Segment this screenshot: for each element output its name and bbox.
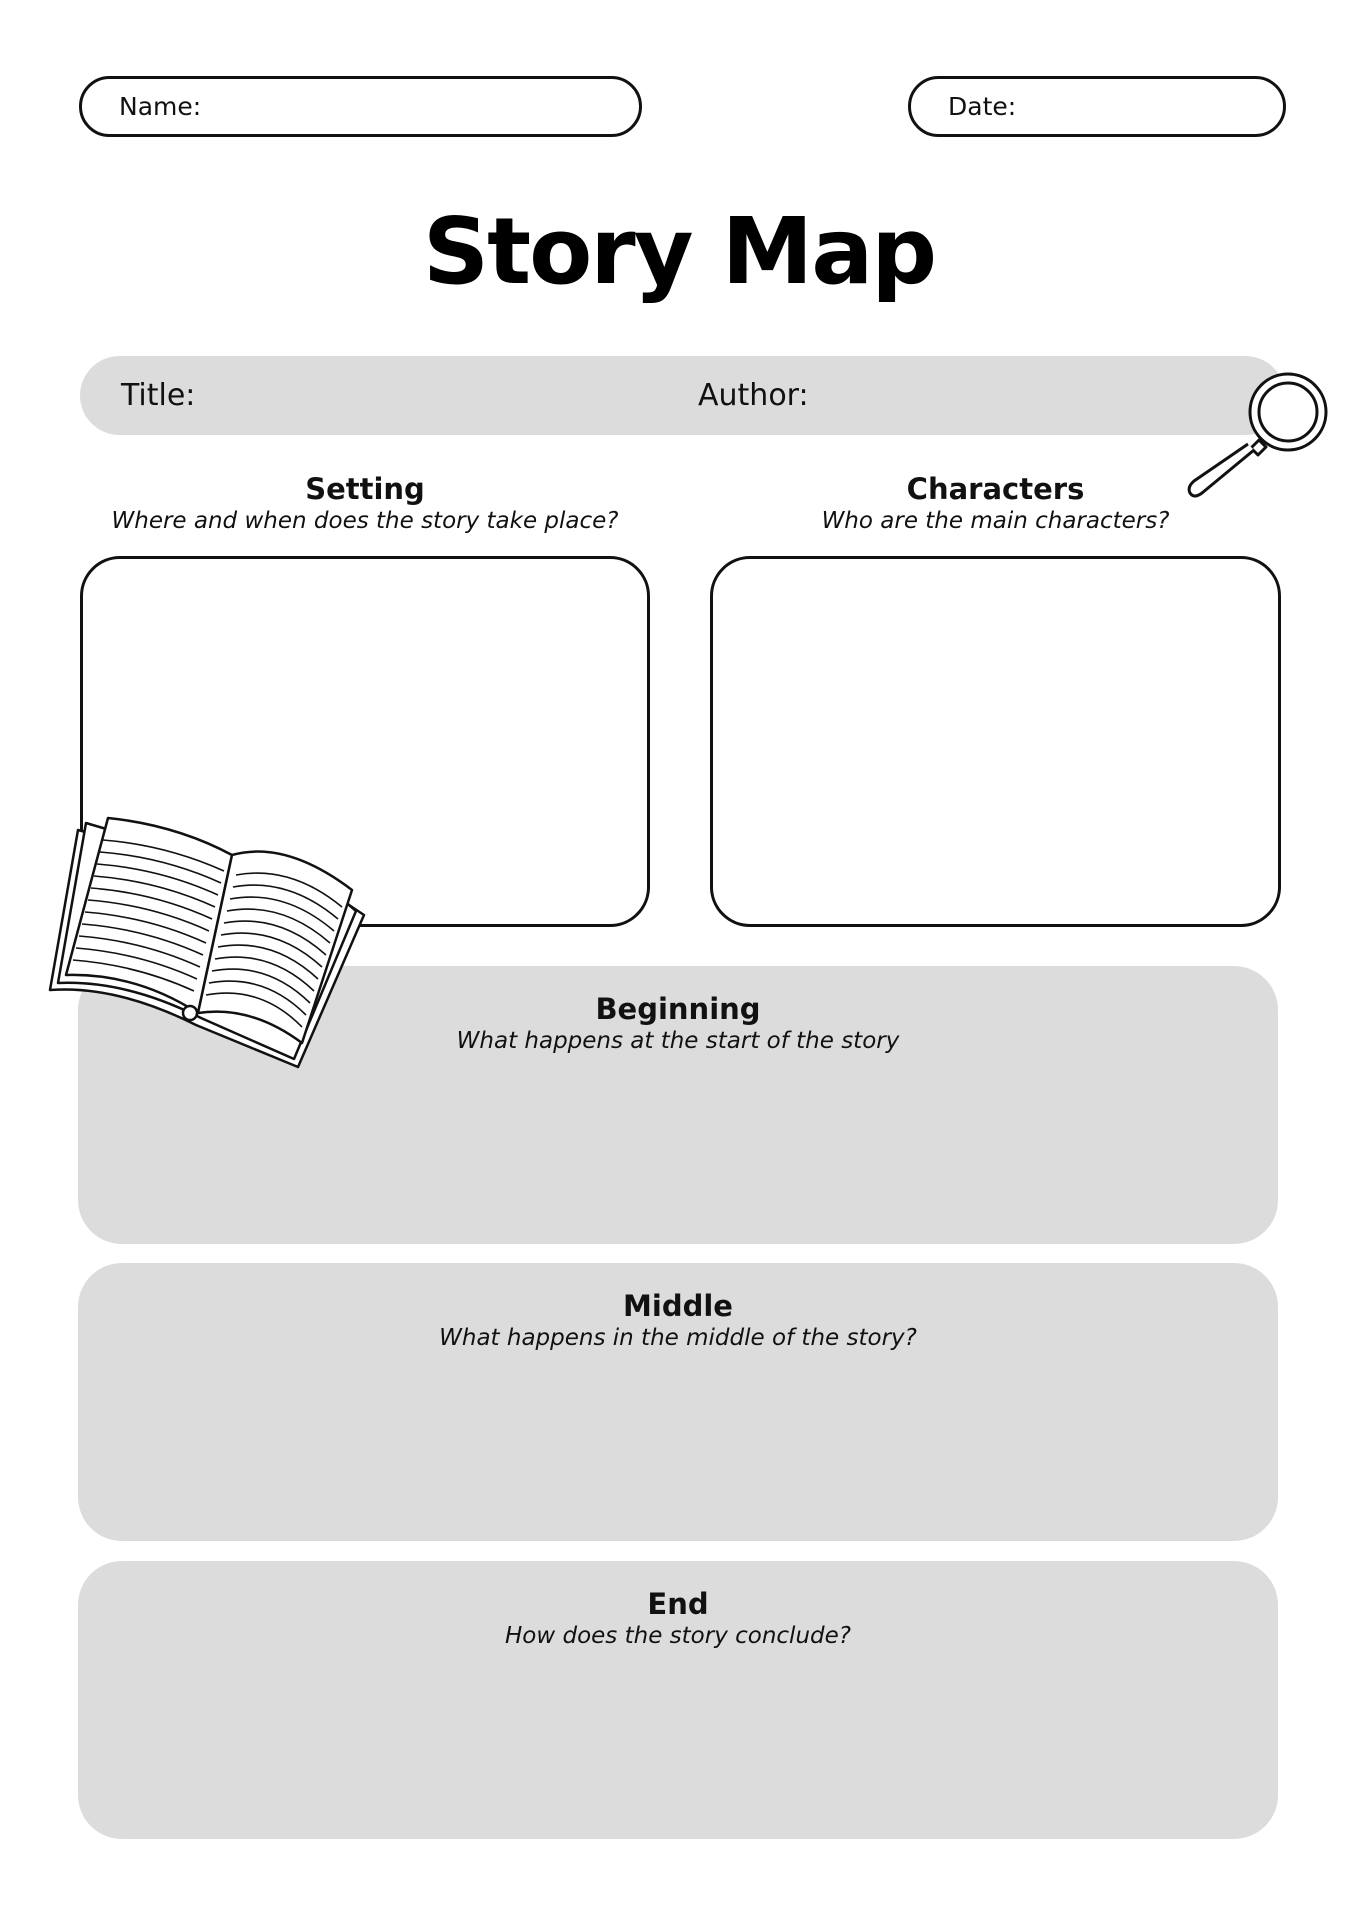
date-field[interactable] xyxy=(908,76,1286,137)
end-question: How does the story conclude? xyxy=(505,1623,851,1649)
open-book-icon xyxy=(46,815,370,1069)
setting-title: Setting xyxy=(305,472,425,506)
characters-title: Characters xyxy=(906,472,1085,506)
characters-heading xyxy=(710,472,1281,536)
middle-heading xyxy=(78,1289,1278,1353)
characters-question: Who are the main characters? xyxy=(821,508,1170,534)
name-field[interactable] xyxy=(79,76,642,137)
middle-question: What happens in the middle of the story? xyxy=(439,1325,917,1351)
title-label[interactable]: Title: xyxy=(121,378,196,413)
setting-question: Where and when does the story take place? xyxy=(111,508,619,534)
end-heading xyxy=(78,1587,1278,1651)
beginning-title: Beginning xyxy=(595,992,761,1026)
page-title: Story Map xyxy=(422,198,936,305)
setting-heading xyxy=(80,472,650,536)
middle-title: Middle xyxy=(623,1289,733,1323)
title-author-bar xyxy=(80,356,1285,435)
date-label: Date: xyxy=(948,92,1017,121)
beginning-question: What happens at the start of the story xyxy=(456,1028,900,1054)
characters-answer-box[interactable] xyxy=(710,556,1281,927)
name-label: Name: xyxy=(119,92,202,121)
middle-answer-box[interactable] xyxy=(78,1263,1278,1541)
author-label[interactable]: Author: xyxy=(698,378,809,413)
end-answer-box[interactable] xyxy=(78,1561,1278,1839)
end-title: End xyxy=(647,1587,709,1621)
